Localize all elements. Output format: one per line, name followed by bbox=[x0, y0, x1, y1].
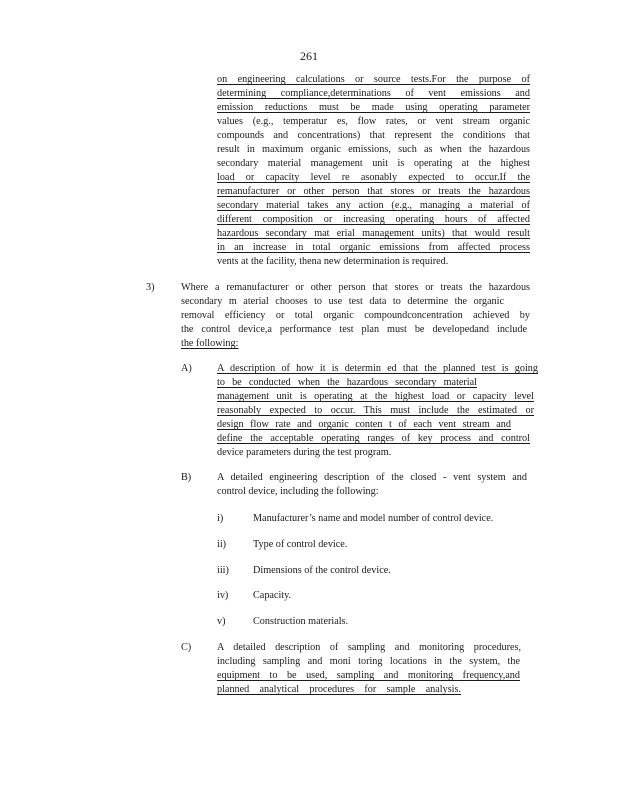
text-line: reasonably expected to occur. This must include the estimated or bbox=[217, 405, 534, 416]
page-number: 261 bbox=[300, 49, 318, 63]
text-line: secondary m aterial chooses to use test data to determine the organic bbox=[181, 296, 504, 307]
subitem-text: Construction materials. bbox=[253, 616, 349, 627]
subitem-marker: i) bbox=[217, 513, 224, 524]
text-line: A detailed description of sampling and monitoring procedures, bbox=[217, 642, 521, 653]
text-line: management unit is operating at the highest load or capacity level bbox=[217, 391, 534, 402]
text-line: secondary material takes any action (e.g., managing a material of bbox=[217, 200, 530, 211]
text-line: equipment to be used, sampling and monitoring frequency,and bbox=[217, 670, 520, 681]
subitem-text: Manufacturer’s name and model number of control device. bbox=[253, 513, 494, 524]
subitem-marker: iii) bbox=[217, 565, 229, 576]
text-line: A description of how it is determin ed that the planned test is going bbox=[217, 363, 538, 374]
text-line: planned analytical procedures for sample analysis. bbox=[217, 684, 461, 695]
text-line: A detailed engineering description of the closed - vent system and bbox=[217, 472, 527, 483]
text-line: secondary material management unit is operating at the highest bbox=[217, 158, 530, 169]
text-line: Where a remanufacturer or other person that stores or treats the hazardous bbox=[181, 282, 530, 293]
text-line: define the acceptable operating ranges of key process and control bbox=[217, 433, 530, 444]
item-c-marker: C) bbox=[181, 642, 192, 653]
subitem-marker: v) bbox=[217, 616, 226, 627]
text-line: determining compliance,determinations of vent emissions and bbox=[217, 88, 530, 99]
subitem-marker: ii) bbox=[217, 539, 227, 550]
text-line: values (e.g., temperatur es, flow rates, or vent stream organic bbox=[217, 116, 530, 127]
text-line: in an increase in total organic emissions from affected process bbox=[217, 242, 530, 253]
text-line: result in maximum organic emissions, such as when the hazardous bbox=[217, 144, 530, 155]
subitem-text: Type of control device. bbox=[253, 539, 348, 550]
text-line: vents at the facility, thena new determination is required. bbox=[217, 256, 449, 267]
item-a-marker: A) bbox=[181, 363, 192, 374]
text-line: remanufacturer or other person that stores or treats the hazardous bbox=[217, 186, 530, 197]
subitem-text: Capacity. bbox=[253, 590, 292, 601]
text-line: to be conducted when the hazardous secondary material bbox=[217, 377, 477, 388]
text-line: on engineering calculations or source tests.For the purpose of bbox=[217, 74, 530, 85]
text-line: removal efficiency or total organic compoundconcentration achieved by bbox=[181, 310, 530, 321]
text-line: device parameters during the test program. bbox=[217, 447, 392, 458]
text-line: including sampling and moni toring locations in the system, the bbox=[217, 656, 520, 667]
text-line: hazardous secondary mat erial management units) that would result bbox=[217, 228, 530, 239]
text-line: compounds and concentrations) that represent the conditions that bbox=[217, 130, 530, 141]
text-line: emission reductions must be made using operating parameter bbox=[217, 102, 530, 113]
item-b-marker: B) bbox=[181, 472, 192, 483]
text-line: different composition or increasing operating hours of affected bbox=[217, 214, 530, 225]
item-3-marker: 3) bbox=[146, 282, 155, 293]
text-line: control device, including the following: bbox=[217, 486, 379, 497]
subitem-text: Dimensions of the control device. bbox=[253, 565, 391, 576]
text-line: the following: bbox=[181, 338, 239, 349]
text-line: the control device,a performance test plan must be developedand include bbox=[181, 324, 527, 335]
subitem-marker: iv) bbox=[217, 590, 229, 601]
text-line: load or capacity level re asonably expected to occur.If the bbox=[217, 172, 530, 183]
text-line: design flow rate and organic conten t of each vent stream and bbox=[217, 419, 511, 430]
